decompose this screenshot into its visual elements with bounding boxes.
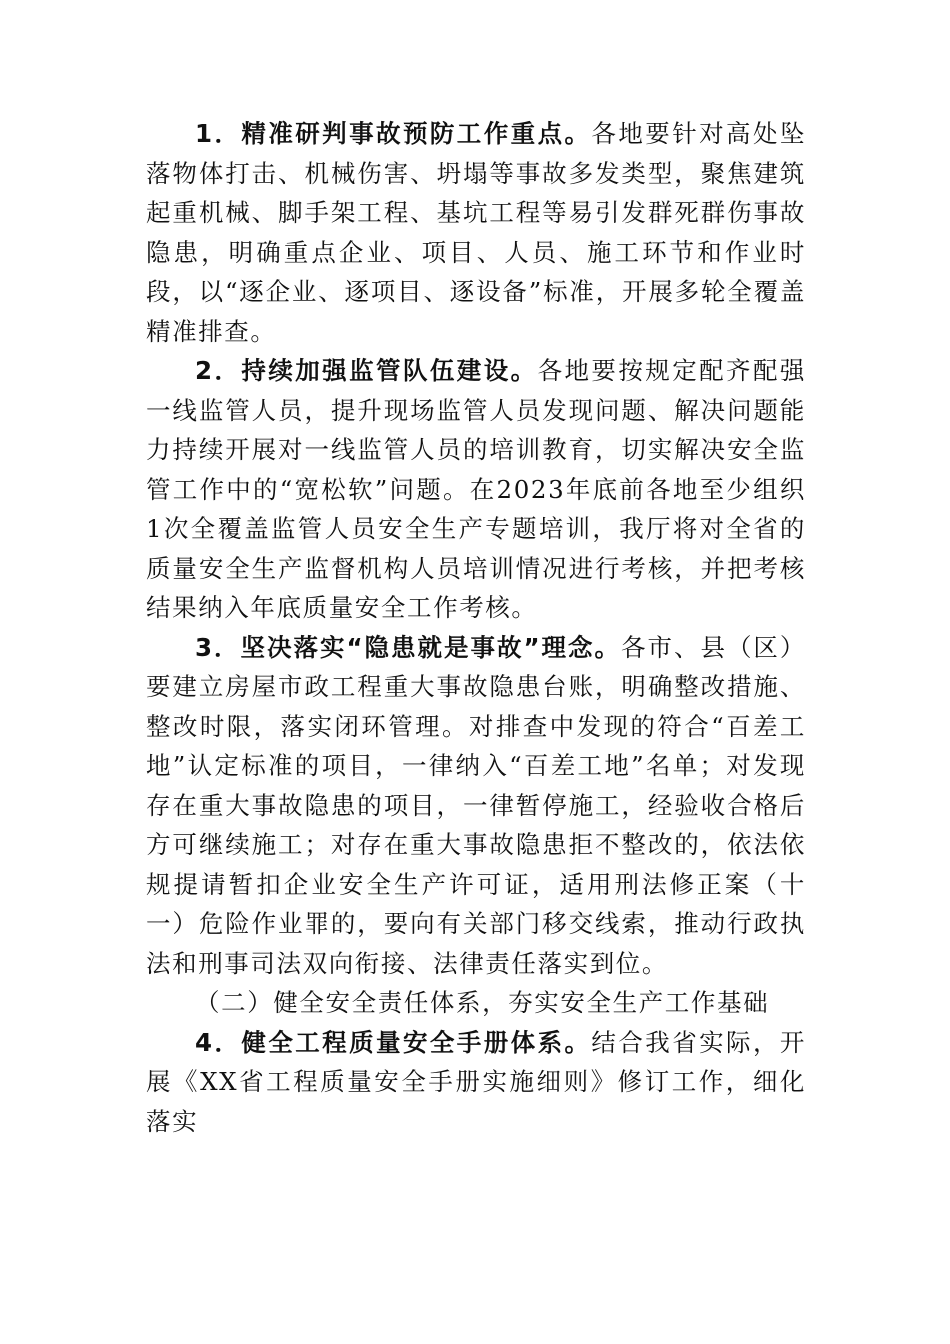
paragraph-2 <box>146 351 806 628</box>
paragraph-4-text: 结合我省实际，开展《XX省工程质量安全手册实施细则》修订工作，细化落实 <box>146 1027 806 1136</box>
paragraph-4-lead: 4．健全工程质量安全手册体系。 <box>195 1027 592 1057</box>
paragraph-2-lead: 2．持续加强监管队伍建设。 <box>195 356 538 385</box>
paragraph-3-text: 各市、县（区）要建立房屋市政工程重大事故隐患台账，明确整改措施、整改时限，落实闭环管理。对排查中发现的符合“百差工地”认定标准的项目，一律纳入“百差工地”名单；对发现存在重大事故隐患的项目，一律暂停施工，经验收合格后方可继续施工；对存在重大事故隐患拒不整改的，依法依规提请暂扣企业安全生产许可证，适用刑法修正案（十一）危险作业罪的，要向有关部门移交线索，推动行政执法和刑事司法双向衔接、法律责任落实到位。 <box>146 632 807 978</box>
document-body <box>146 114 806 1141</box>
section-heading: （二）健全安全责任体系，夯实安全生产工作基础 <box>195 988 770 1017</box>
paragraph-3-lead: 3．坚决落实“隐患就是事故”理念。 <box>195 632 621 662</box>
paragraph-1-text: 各地要针对高处坠落物体打击、机械伤害、坍塌等事故多发类型，聚焦建筑起重机械、脚手架工程、基坑工程等易引发群死群伤事故隐患，明确重点企业、项目、人员、施工环节和作业时段，以“逐企业、逐项目、逐设备”标准，开展多轮全覆盖精准排查。 <box>146 119 806 346</box>
paragraph-2-text: 各地要按规定配齐配强一线监管人员，提升现场监管人员发现问题、解决问题能力持续开展对一线监管人员的培训教育，切实解决安全监管工作中的“宽松软”问题。在2023年底前各地至少组织1次全覆盖监管人员安全生产专题培训，我厅将对全省的质量安全生产监督机构人员培训情况进行考核，并把考核结果纳入年底质量安全工作考核。 <box>146 356 806 622</box>
paragraph-1 <box>146 114 806 351</box>
paragraph-4 <box>146 1023 806 1142</box>
paragraph-1-lead: 1．精准研判事故预防工作重点。 <box>195 119 592 148</box>
paragraph-3 <box>146 628 806 984</box>
